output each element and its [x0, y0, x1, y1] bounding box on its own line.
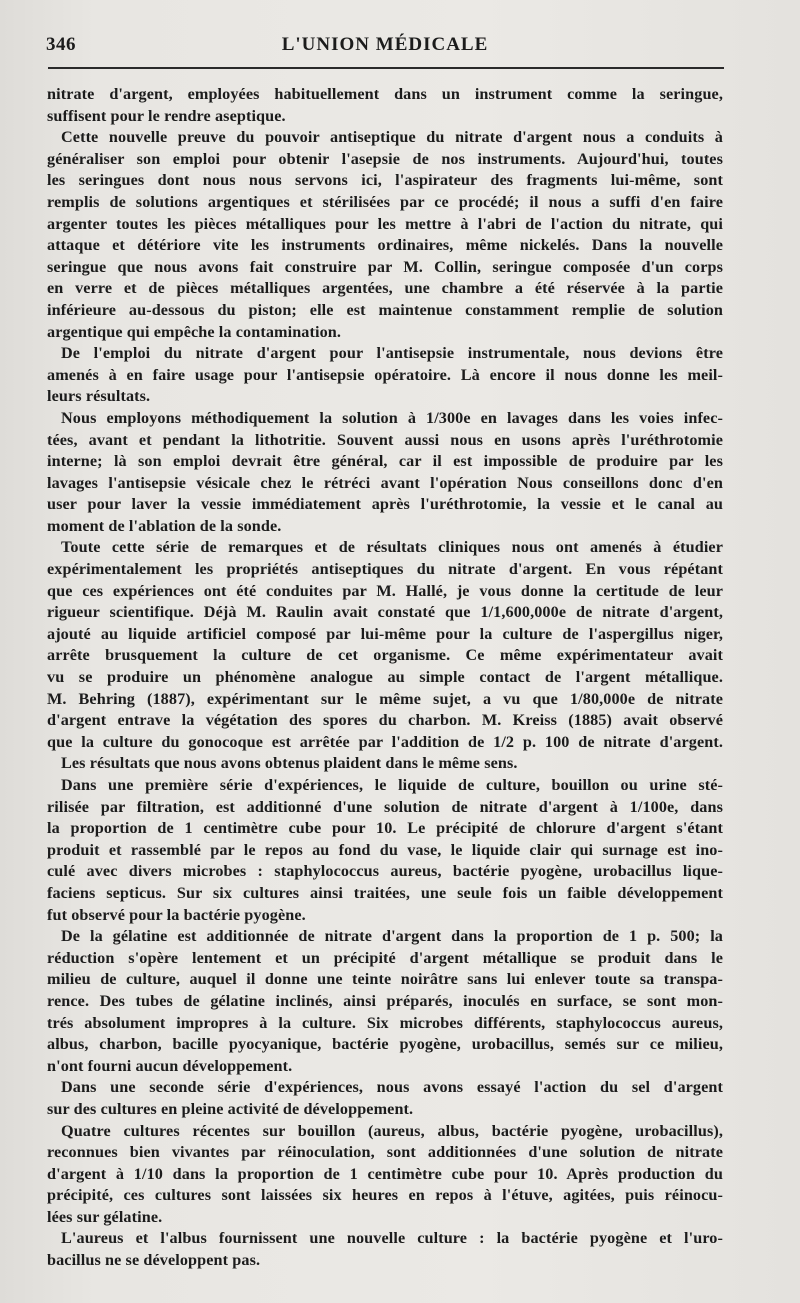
text-line: que ces expériences ont été conduites par M. Hallé, je vous donne la certitude de leur: [47, 581, 723, 600]
text-line: user pour laver la vessie immédiatement après l'uréthrotomie, la vessie et le canal au: [47, 495, 723, 514]
text-line: Les résultats que nous avons obtenus plaident dans le même sens.: [61, 754, 518, 773]
text-line: trés absolument impropres à la culture. Six microbes différents, staphylococcus aureus,: [47, 1013, 723, 1032]
text-line: rilisée par filtration, est additionné d'une solution de nitrate d'argent à 1/100e, dans: [47, 797, 723, 816]
text-line: moment de l'ablation de la sonde.: [47, 516, 282, 535]
text-line: culé avec divers microbes : staphylococcus aureus, bactérie pyogène, urobacillus lique-: [47, 862, 723, 881]
text-line: réduction s'opère lentement et un précipité d'argent métallique se produit dans le: [47, 948, 723, 967]
page-number: 346: [46, 34, 76, 55]
text-line: expérimentalement les propriétés antiseptiques du nitrate d'argent. En vous répétant: [47, 560, 723, 579]
text-line: attaque et détériore vite les instruments ordinaires, même nickelés. Dans la nouvelle: [47, 236, 723, 255]
text-line: seringue que nous avons fait construire par M. Collin, seringue composée d'un corps: [47, 257, 723, 276]
text-line: arrête brusquement la culture de cet organisme. Ce même expérimentateur avait: [47, 646, 723, 665]
text-line: De la gélatine est additionnée de nitrate d'argent dans la proportion de 1 p. 500; la: [61, 927, 723, 946]
text-line: Nous employons méthodiquement la solution à 1/300e en lavages dans les voies infec-: [61, 408, 723, 427]
text-line: les seringues dont nous nous servons ici, l'aspirateur des fragments lui-même, sont: [47, 171, 723, 190]
text-line: ajouté au liquide artificiel composé par lui-même pour la culture de l'aspergillus niger,: [47, 624, 723, 643]
text-line: L'aureus et l'albus fournissent une nouvelle culture : la bactérie pyogène et l'uro-: [61, 1229, 723, 1248]
text-line: nitrate d'argent, employées habituellement dans un instrument comme la seringue,: [47, 85, 723, 103]
text-line: vu se produire un phénomène analogue au simple contact de l'argent métallique.: [47, 668, 723, 687]
text-line: bacillus ne se développent pas.: [47, 1251, 261, 1270]
text-line: rigueur scientifique. Déjà M. Raulin avait constaté que 1/1,600,000e de nitrate d'argent,: [47, 603, 723, 622]
text-line: suffisent pour le rendre aseptique.: [47, 106, 286, 125]
text-line: généraliser son emploi pour obtenir l'asepsie de nos instruments. Aujourd'hui, toutes: [47, 149, 723, 168]
text-line: amenés à en faire usage pour l'antisepsie opératoire. Là encore il nous donne les meil-: [47, 365, 723, 384]
text-line: n'ont fourni aucun développement.: [47, 1056, 293, 1075]
journal-title: L'UNION MÉDICALE: [281, 34, 489, 55]
text-line: en verre et de pièces métalliques argentées, une chambre a été réservée à la partie: [47, 279, 723, 298]
text-line: argenter toutes les pièces métalliques pour les mettre à l'abri de l'action du nitrate, qui: [47, 214, 723, 233]
text-line: la proportion de 1 centimètre cube pour 10. Le précipité de chlorure d'argent s'étant: [47, 819, 723, 838]
text-line: reconnues bien vivantes par réinoculation, sont additionnées d'une solution de nitrate: [47, 1143, 723, 1162]
text-line: albus, charbon, bacille pyocyanique, bactérie pyogène, urobacillus, semés sur ce milieu,: [47, 1035, 723, 1054]
text-line: faciens septicus. Sur six cultures ainsi traitées, une seule fois un faible développement: [47, 883, 723, 902]
text-line: Quatre cultures récentes sur bouillon (aureus, albus, bactérie pyogène, urobacillus),: [61, 1121, 723, 1140]
text-line: interne; là son emploi devrait être général, car il est impossible de produire par les: [47, 452, 723, 471]
text-line: argentique qui empêche la contamination.: [47, 322, 342, 341]
text-line: remplis de solutions argentiques et stérilisées par ce procédé; il nous a suffi d'en faire: [47, 192, 723, 211]
text-line: Dans une seconde série d'expériences, nous avons essayé l'action du sel d'argent: [61, 1078, 723, 1097]
text-line: De l'emploi du nitrate d'argent pour l'antisepsie instrumentale, nous devions être: [61, 344, 723, 363]
text-line: lées sur gélatine.: [47, 1207, 163, 1226]
text-line: tées, avant et pendant la lithotritie. Souvent aussi nous en usons après l'uréthrotomie: [47, 430, 723, 449]
text-line: fut observé pour la bactérie pyogène.: [47, 905, 306, 924]
text-line: inférieure au-dessous du piston; elle est maintenue constamment remplie de solution: [47, 300, 723, 319]
body-text: [47, 84, 723, 1272]
header-rule: [48, 67, 724, 69]
page-header: [46, 32, 724, 62]
text-line: Dans une première série d'expériences, le liquide de culture, bouillon ou urine sté-: [61, 776, 723, 794]
text-line: lavages l'antisepsie vésicale chez le rétréci avant l'opération Nous conseillons donc d'en: [47, 473, 723, 492]
text-line: Toute cette série de remarques et de résultats cliniques nous ont amenés à étudier: [61, 538, 723, 557]
text-line: Cette nouvelle preuve du pouvoir antiseptique du nitrate d'argent nous a conduits à: [61, 128, 723, 147]
text-line: milieu de culture, auquel il donne une teinte noirâtre sans lui enlever toute sa transpa-: [47, 970, 723, 989]
text-line: leurs résultats.: [47, 387, 151, 406]
text-line: précipité, ces cultures sont laissées six heures en repos à l'étuve, agitées, puis réinocu-: [47, 1186, 723, 1205]
text-line: rence. Des tubes de gélatine inclinés, ainsi préparés, inoculés en surface, se sont mon-: [47, 991, 723, 1010]
text-line: M. Behring (1887), expérimentant sur le même sujet, a vu que 1/80,000e de nitrate: [47, 689, 723, 708]
text-line: d'argent à 1/10 dans la proportion de 1 centimètre cube pour 10. Après production du: [47, 1164, 723, 1183]
text-line: produit et rassemblé par le repos au fond du vase, le liquide clair qui surnage est ino-: [47, 840, 723, 859]
text-line: sur des cultures en pleine activité de développement.: [47, 1099, 414, 1118]
text-line: que la culture du gonocoque est arrêtée par l'addition de 1/2 p. 100 de nitrate d'argent.: [47, 732, 723, 751]
text-line: d'argent entrave la végétation des spores du charbon. M. Kreiss (1885) avait observé: [47, 711, 723, 730]
